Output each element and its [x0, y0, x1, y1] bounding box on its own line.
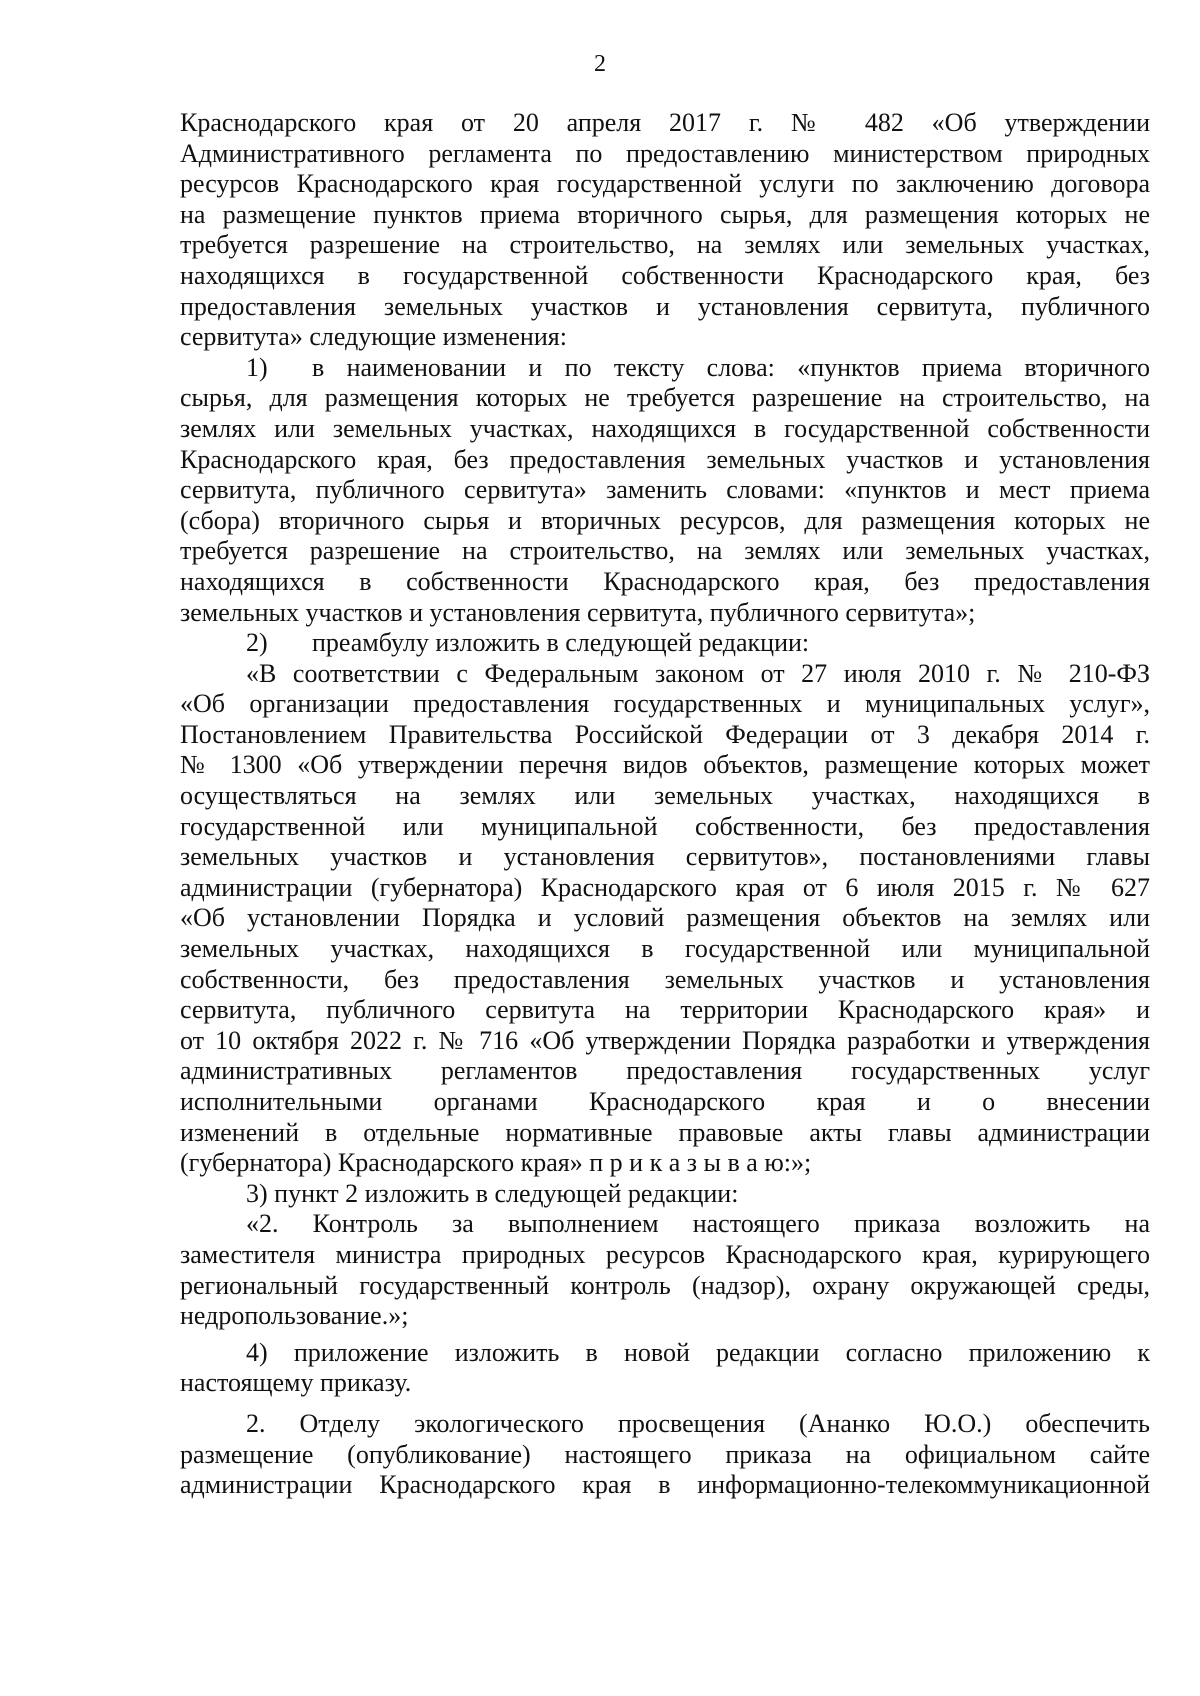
text-line: 4) приложение изложить в новой редакции согласно приложению к — [246, 1337, 1150, 1367]
text-line: сервитута, публичного сервитута на территории Краснодарского края» и — [180, 995, 1150, 1025]
text-line: сырья, для размещения которых не требуется разрешение на строительство, на — [180, 383, 1150, 413]
text-line: исполнительными органами Краснодарского края и о внесении — [180, 1087, 1150, 1116]
text-line: предоставления земельных участков и установления сервитута, публичного — [180, 291, 1150, 321]
text-line: осуществляться на землях или земельных участках, находящихся в — [180, 781, 1150, 811]
text-line: (губернатора) Краснодарского края» п р и к а з ы в а ю:»; — [180, 1148, 812, 1178]
document-body — [180, 108, 1150, 1501]
text-line: 3) пункт 2 изложить в следующей редакции: — [246, 1178, 739, 1208]
text-line: Краснодарского края от 20 апреля 2017 г. № 482 «Об утверждении — [180, 108, 1150, 137]
text-line: заместителя министра природных ресурсов Краснодарского края, курирующего — [180, 1239, 1150, 1269]
text-line: региональный государственный контроль (надзор), охрану окружающей среды, — [180, 1270, 1150, 1300]
text-line: от 10 октября 2022 г. № 716 «Об утверждении Порядка разработки и утверждения — [180, 1025, 1150, 1055]
text-line: земельных участков и установления сервитута, публичного сервитута»; — [180, 597, 976, 627]
text-line: «В соответствии с Федеральным законом от 27 июля 2010 г. № 210-ФЗ — [246, 658, 1150, 688]
text-line: Административного регламента по предоставлению министерством природных — [180, 138, 1150, 168]
text-fragment: в наименовании и по тексту слова: «пунктов приема вторичного — [312, 352, 1150, 382]
text-line: сервитута, публичного сервитута» заменить словами: «пунктов и мест приема — [180, 475, 1150, 505]
text-line: ресурсов Краснодарского края государственной услуги по заключению договора — [180, 169, 1150, 199]
text-line: сервитута» следующие изменения: — [180, 322, 567, 352]
text-fragment: преамбулу изложить в следующей редакции: — [312, 628, 810, 658]
text-line: землях или земельных участках, находящихся в государственной собственности — [180, 413, 1150, 443]
text-line: на размещение пунктов приема вторичного сырья, для размещения которых не — [180, 199, 1150, 229]
list-item-number: 2) — [246, 628, 268, 658]
text-line: находящихся в собственности Краснодарского края, без предоставления — [180, 566, 1150, 596]
text-line: администрации (губернатора) Краснодарского края от 6 июля 2015 г. № 627 — [180, 872, 1150, 902]
text-line: размещение (опубликование) настоящего приказа на официальном сайте — [180, 1439, 1150, 1469]
paragraph-gap — [180, 1399, 1150, 1409]
text-line: (сбора) вторичного сырья и вторичных ресурсов, для размещения которых не — [180, 505, 1150, 535]
text-line: 2. Отделу экологического просвещения (Ананко Ю.О.) обеспечить — [246, 1408, 1150, 1438]
text-line: недропользование.»; — [180, 1301, 409, 1331]
text-line: собственности, без предоставления земельных участков и установления — [180, 964, 1150, 994]
text-line: Краснодарского края, без предоставления земельных участков и установления — [180, 444, 1150, 474]
text-line: государственной или муниципальной собственности, без предоставления — [180, 811, 1150, 841]
text-line: настоящему приказу. — [180, 1368, 412, 1398]
text-line: административных регламентов предоставления государственных услуг — [180, 1056, 1150, 1086]
text-line: «2. Контроль за выполнением настоящего приказа возложить на — [246, 1209, 1150, 1239]
text-line: администрации Краснодарского края в информационно-телекоммуникационной — [180, 1470, 1150, 1500]
list-item-number: 1) — [246, 352, 268, 382]
text-line: требуется разрешение на строительство, на землях или земельных участках, — [180, 230, 1150, 260]
text-line: земельных участков и установления сервитутов», постановлениями главы — [180, 842, 1150, 872]
text-line: находящихся в государственной собственности Краснодарского края, без — [180, 260, 1150, 290]
text-line: Постановлением Правительства Российской Федерации от 3 декабря 2014 г. — [180, 719, 1150, 749]
text-line: «Об организации предоставления государственных и муниципальных услуг», — [180, 689, 1150, 719]
list-item-2 — [180, 628, 1150, 659]
text-line: земельных участках, находящихся в государственной или муниципальной — [180, 934, 1150, 964]
text-line: № 1300 «Об утверждении перечня видов объектов, размещение которых может — [180, 750, 1150, 780]
text-line: изменений в отдельные нормативные правовые акты главы администрации — [180, 1117, 1150, 1147]
text-line: «Об установлении Порядка и условий размещения объектов на землях или — [180, 903, 1150, 933]
page-number: 2 — [594, 51, 606, 77]
list-item-1 — [180, 353, 1150, 384]
text-line: требуется разрешение на строительство, на землях или земельных участках, — [180, 536, 1150, 566]
